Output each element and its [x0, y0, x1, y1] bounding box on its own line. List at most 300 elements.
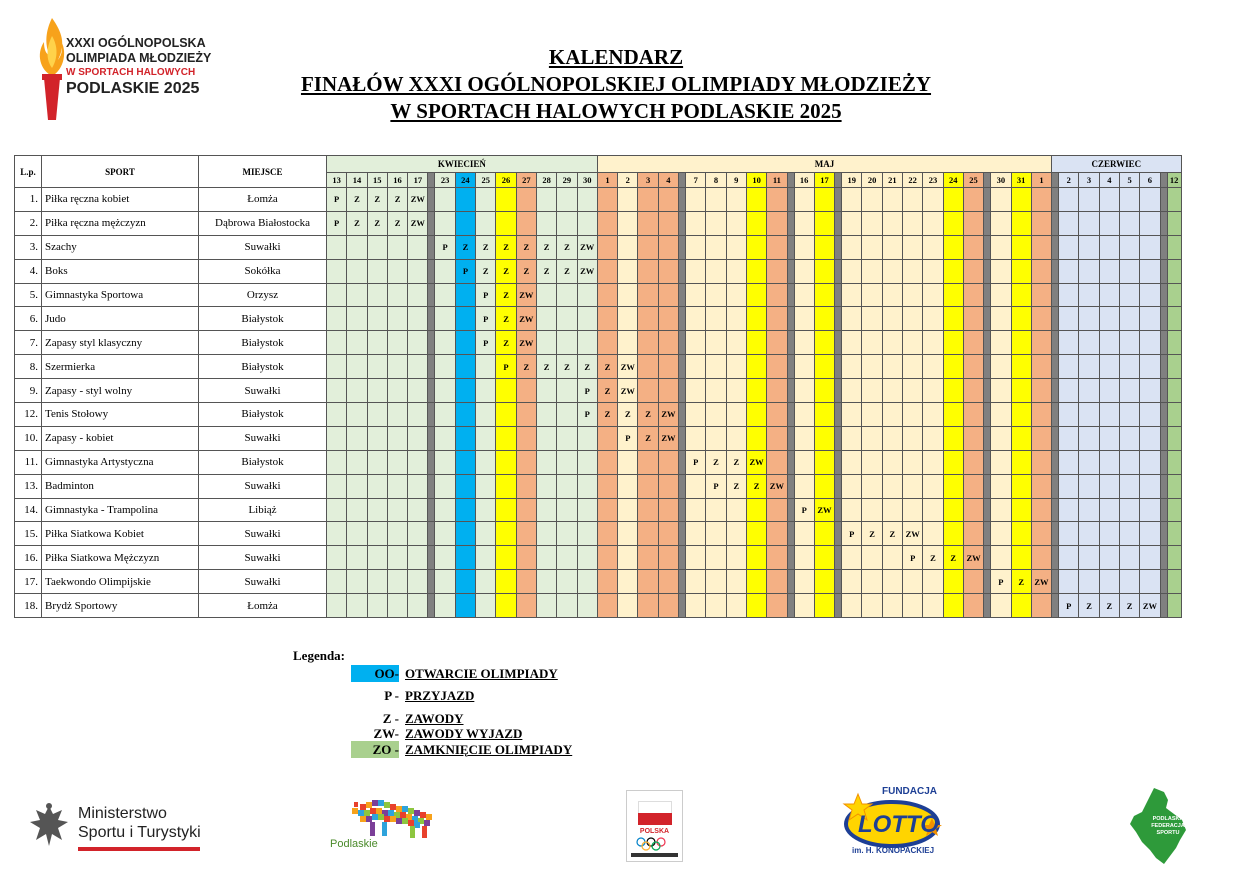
schedule-cell — [882, 283, 902, 307]
title-line-1: KALENDARZ — [548, 45, 684, 69]
schedule-cell — [882, 307, 902, 331]
schedule-cell: Z — [557, 355, 577, 379]
table-row — [15, 474, 1182, 498]
schedule-cell — [767, 307, 787, 331]
schedule-cell — [1167, 522, 1181, 546]
schedule-cell — [787, 355, 794, 379]
day-header: 11 — [767, 173, 787, 188]
schedule-cell — [963, 259, 983, 283]
venue-name: Łomża — [199, 188, 327, 212]
schedule-cell — [367, 283, 387, 307]
schedule-cell — [347, 546, 367, 570]
schedule-cell — [706, 331, 726, 355]
schedule-cell — [679, 474, 686, 498]
schedule-cell — [1059, 379, 1079, 403]
schedule-cell: Z — [347, 188, 367, 212]
schedule-cell — [1167, 235, 1181, 259]
schedule-cell — [1167, 450, 1181, 474]
schedule-cell — [794, 474, 814, 498]
schedule-cell — [1140, 498, 1160, 522]
schedule-cell — [991, 474, 1011, 498]
schedule-cell — [726, 307, 746, 331]
schedule-cell — [1079, 307, 1099, 331]
schedule-cell — [1031, 331, 1051, 355]
schedule-cell — [726, 211, 746, 235]
schedule-cell — [387, 522, 407, 546]
schedule-cell — [862, 546, 882, 570]
schedule-cell — [658, 522, 678, 546]
table-row — [15, 307, 1182, 331]
schedule-cell — [1099, 379, 1119, 403]
schedule-cell — [1167, 546, 1181, 570]
day-header: 29 — [557, 173, 577, 188]
schedule-cell — [794, 522, 814, 546]
schedule-cell — [435, 570, 455, 594]
schedule-cell — [835, 403, 842, 427]
schedule-cell — [1059, 259, 1079, 283]
title-line-2: FINAŁÓW XXXI OGÓLNOPOLSKIEJ OLIMPIADY MŁODZIEŻY — [300, 72, 932, 96]
schedule-cell — [1079, 283, 1099, 307]
schedule-cell — [1031, 450, 1051, 474]
title-line-3: W SPORTACH HALOWYCH PODLASKIE 2025 — [390, 99, 842, 123]
schedule-cell — [496, 188, 516, 212]
table-row — [15, 235, 1182, 259]
schedule-cell — [943, 259, 963, 283]
schedule-cell — [746, 283, 766, 307]
schedule-cell — [814, 283, 834, 307]
schedule-cell — [408, 355, 428, 379]
schedule-cell — [516, 570, 536, 594]
schedule-cell — [814, 426, 834, 450]
schedule-cell — [835, 188, 842, 212]
schedule-cell — [943, 450, 963, 474]
schedule-cell: Z — [597, 379, 617, 403]
schedule-cell — [787, 498, 794, 522]
schedule-cell — [963, 235, 983, 259]
schedule-cell — [435, 379, 455, 403]
day-header: 23 — [435, 173, 455, 188]
schedule-cell — [842, 331, 862, 355]
schedule-cell — [1052, 211, 1059, 235]
schedule-cell — [536, 307, 556, 331]
schedule-cell — [408, 283, 428, 307]
schedule-cell — [767, 522, 787, 546]
schedule-cell — [862, 331, 882, 355]
day-header — [835, 173, 842, 188]
schedule-cell — [1079, 188, 1099, 212]
schedule-cell: Z — [557, 259, 577, 283]
schedule-cell — [387, 450, 407, 474]
schedule-cell: P — [618, 426, 638, 450]
schedule-cell — [536, 570, 556, 594]
schedule-cell — [496, 403, 516, 427]
schedule-cell — [787, 546, 794, 570]
schedule-cell — [1052, 546, 1059, 570]
schedule-cell — [726, 188, 746, 212]
schedule-cell — [1160, 594, 1167, 618]
schedule-cell — [1099, 355, 1119, 379]
schedule-cell — [658, 235, 678, 259]
day-header — [984, 173, 991, 188]
schedule-cell — [835, 450, 842, 474]
schedule-cell — [794, 188, 814, 212]
schedule-cell: P — [686, 450, 706, 474]
schedule-cell: Z — [347, 211, 367, 235]
schedule-cell — [658, 211, 678, 235]
schedule-cell — [347, 235, 367, 259]
schedule-cell: Z — [726, 450, 746, 474]
schedule-cell — [963, 403, 983, 427]
schedule-cell — [882, 211, 902, 235]
schedule-cell — [638, 474, 658, 498]
schedule-cell — [679, 379, 686, 403]
schedule-cell — [726, 403, 746, 427]
schedule-cell — [618, 474, 638, 498]
schedule-cell — [1119, 379, 1139, 403]
schedule-cell — [794, 379, 814, 403]
schedule-cell — [726, 283, 746, 307]
schedule-cell — [597, 594, 617, 618]
schedule-cell — [408, 474, 428, 498]
calendar-table — [14, 155, 1182, 618]
schedule-cell — [726, 235, 746, 259]
schedule-cell: Z — [882, 522, 902, 546]
schedule-cell — [882, 474, 902, 498]
schedule-cell — [787, 570, 794, 594]
schedule-cell — [794, 211, 814, 235]
schedule-cell — [706, 283, 726, 307]
lotto-foundation-logo — [838, 784, 948, 860]
schedule-cell — [577, 283, 597, 307]
day-header: 27 — [516, 173, 536, 188]
row-number: 4. — [15, 259, 42, 283]
schedule-cell — [658, 546, 678, 570]
schedule-cell — [814, 594, 834, 618]
schedule-cell — [903, 450, 923, 474]
schedule-cell: Z — [536, 355, 556, 379]
schedule-cell — [1119, 307, 1139, 331]
schedule-cell — [1140, 307, 1160, 331]
schedule-cell — [577, 426, 597, 450]
bison-icon — [330, 798, 442, 842]
schedule-cell — [347, 498, 367, 522]
schedule-cell — [746, 594, 766, 618]
schedule-cell — [787, 426, 794, 450]
schedule-cell — [943, 211, 963, 235]
schedule-cell — [597, 570, 617, 594]
schedule-cell — [991, 331, 1011, 355]
schedule-cell — [686, 379, 706, 403]
schedule-cell — [1099, 474, 1119, 498]
schedule-cell — [408, 379, 428, 403]
schedule-cell — [991, 379, 1011, 403]
schedule-cell — [536, 522, 556, 546]
schedule-cell — [984, 498, 991, 522]
schedule-cell — [835, 594, 842, 618]
schedule-cell — [1059, 522, 1079, 546]
schedule-cell — [597, 331, 617, 355]
schedule-cell — [435, 594, 455, 618]
schedule-cell — [557, 379, 577, 403]
schedule-cell — [984, 546, 991, 570]
schedule-cell — [658, 570, 678, 594]
schedule-cell — [726, 546, 746, 570]
schedule-cell — [476, 403, 496, 427]
schedule-cell — [1099, 307, 1119, 331]
schedule-cell — [1079, 403, 1099, 427]
schedule-cell — [787, 403, 794, 427]
schedule-cell — [557, 450, 577, 474]
schedule-cell — [1119, 450, 1139, 474]
schedule-cell — [367, 594, 387, 618]
day-header: 24 — [455, 173, 475, 188]
sport-name: Brydż Sportowy — [42, 594, 199, 618]
schedule-cell: Z — [597, 403, 617, 427]
schedule-cell — [1059, 426, 1079, 450]
schedule-cell — [991, 546, 1011, 570]
schedule-cell — [408, 450, 428, 474]
schedule-cell — [767, 594, 787, 618]
schedule-cell — [794, 594, 814, 618]
schedule-cell — [862, 283, 882, 307]
schedule-cell — [842, 498, 862, 522]
schedule-cell — [746, 331, 766, 355]
schedule-cell — [1011, 259, 1031, 283]
venue-name: Suwałki — [199, 570, 327, 594]
schedule-cell — [1099, 546, 1119, 570]
schedule-cell — [835, 474, 842, 498]
schedule-cell — [679, 283, 686, 307]
table-row — [15, 426, 1182, 450]
schedule-cell — [1099, 426, 1119, 450]
schedule-cell: Z — [1119, 594, 1139, 618]
schedule-cell — [347, 570, 367, 594]
table-row — [15, 522, 1182, 546]
table-row — [15, 259, 1182, 283]
schedule-cell — [984, 355, 991, 379]
schedule-cell — [496, 546, 516, 570]
schedule-cell — [746, 546, 766, 570]
schedule-cell — [496, 450, 516, 474]
schedule-cell — [706, 546, 726, 570]
day-header: 25 — [963, 173, 983, 188]
schedule-cell — [842, 594, 862, 618]
sport-name: Szachy — [42, 235, 199, 259]
schedule-cell — [794, 403, 814, 427]
schedule-cell — [686, 259, 706, 283]
schedule-cell — [842, 283, 862, 307]
schedule-cell — [746, 522, 766, 546]
schedule-cell — [835, 570, 842, 594]
schedule-cell — [618, 546, 638, 570]
schedule-cell — [991, 188, 1011, 212]
schedule-cell — [387, 426, 407, 450]
schedule-cell — [435, 522, 455, 546]
schedule-cell — [428, 594, 435, 618]
schedule-cell — [787, 522, 794, 546]
schedule-cell — [476, 522, 496, 546]
schedule-cell: Z — [536, 235, 556, 259]
schedule-cell — [991, 450, 1011, 474]
schedule-cell — [1099, 450, 1119, 474]
schedule-cell — [1031, 594, 1051, 618]
day-header: 14 — [347, 173, 367, 188]
schedule-cell — [963, 211, 983, 235]
schedule-cell — [1059, 570, 1079, 594]
schedule-cell: ZW — [767, 474, 787, 498]
schedule-cell — [903, 426, 923, 450]
schedule-cell — [1160, 307, 1167, 331]
schedule-cell — [882, 403, 902, 427]
schedule-cell — [516, 594, 536, 618]
table-row — [15, 450, 1182, 474]
schedule-cell — [1011, 235, 1031, 259]
schedule-cell — [984, 188, 991, 212]
schedule-cell — [557, 594, 577, 618]
schedule-cell — [1140, 379, 1160, 403]
schedule-cell — [638, 283, 658, 307]
day-header — [1052, 173, 1059, 188]
schedule-cell — [597, 283, 617, 307]
schedule-cell — [618, 211, 638, 235]
schedule-cell — [1119, 283, 1139, 307]
schedule-cell — [726, 259, 746, 283]
schedule-cell — [557, 522, 577, 546]
schedule-cell — [943, 188, 963, 212]
pfs-line-3: SPORTU — [1156, 830, 1180, 836]
schedule-cell — [903, 498, 923, 522]
schedule-cell — [536, 498, 556, 522]
schedule-cell — [1011, 307, 1031, 331]
legend-label: ZAMKNIĘCIE OLIMPIADY — [405, 742, 573, 757]
schedule-cell — [387, 307, 407, 331]
schedule-cell — [1031, 211, 1051, 235]
schedule-cell — [1160, 235, 1167, 259]
schedule-cell — [597, 450, 617, 474]
schedule-cell — [597, 522, 617, 546]
schedule-cell — [408, 403, 428, 427]
schedule-cell — [387, 474, 407, 498]
schedule-cell — [1011, 355, 1031, 379]
schedule-cell — [1079, 235, 1099, 259]
schedule-cell — [455, 283, 475, 307]
schedule-cell — [835, 379, 842, 403]
day-header: 31 — [1011, 173, 1031, 188]
schedule-cell — [1160, 283, 1167, 307]
schedule-cell: ZW — [658, 403, 678, 427]
schedule-cell: P — [455, 259, 475, 283]
schedule-cell — [679, 594, 686, 618]
schedule-cell — [1119, 570, 1139, 594]
schedule-cell — [842, 259, 862, 283]
schedule-cell — [658, 283, 678, 307]
schedule-cell — [814, 522, 834, 546]
schedule-cell — [428, 570, 435, 594]
logo-line-4: PODLASKIE 2025 — [66, 80, 200, 97]
day-header: 8 — [706, 173, 726, 188]
row-number: 8. — [15, 355, 42, 379]
legend-label: ZAWODY WYJAZD — [405, 726, 523, 741]
schedule-cell — [1099, 259, 1119, 283]
schedule-cell — [455, 379, 475, 403]
day-header — [679, 173, 686, 188]
schedule-cell — [923, 211, 943, 235]
legend-key: OO- — [351, 665, 399, 682]
day-header: 30 — [991, 173, 1011, 188]
table-row — [15, 283, 1182, 307]
schedule-cell — [516, 546, 536, 570]
schedule-cell — [1099, 331, 1119, 355]
schedule-cell — [1160, 546, 1167, 570]
schedule-cell — [435, 259, 455, 283]
schedule-cell: ZW — [408, 188, 428, 212]
schedule-cell — [862, 594, 882, 618]
schedule-cell — [1031, 379, 1051, 403]
day-header: 15 — [367, 173, 387, 188]
schedule-cell — [428, 403, 435, 427]
schedule-cell: Z — [706, 450, 726, 474]
schedule-cell — [1079, 426, 1099, 450]
schedule-cell — [1140, 235, 1160, 259]
schedule-cell — [679, 570, 686, 594]
sport-name: Szermierka — [42, 355, 199, 379]
schedule-cell — [1059, 403, 1079, 427]
schedule-cell — [679, 426, 686, 450]
schedule-cell — [1167, 307, 1181, 331]
schedule-cell — [842, 235, 862, 259]
schedule-cell — [1079, 474, 1099, 498]
schedule-cell — [903, 307, 923, 331]
schedule-cell — [536, 331, 556, 355]
sport-name: Tenis Stołowy — [42, 403, 199, 427]
schedule-cell: Z — [597, 355, 617, 379]
venue-name: Sokółka — [199, 259, 327, 283]
day-header: 24 — [943, 173, 963, 188]
schedule-cell — [923, 570, 943, 594]
schedule-cell: ZW — [903, 522, 923, 546]
schedule-cell: Z — [496, 307, 516, 331]
sport-name: Piłka Siatkowa Mężczyzn — [42, 546, 199, 570]
schedule-cell — [862, 379, 882, 403]
schedule-cell — [1167, 331, 1181, 355]
schedule-cell — [1167, 283, 1181, 307]
schedule-cell — [597, 235, 617, 259]
schedule-cell — [679, 498, 686, 522]
schedule-cell — [638, 235, 658, 259]
schedule-cell — [387, 331, 407, 355]
schedule-cell — [1011, 426, 1031, 450]
schedule-cell — [1167, 355, 1181, 379]
pfs-line-2: FEDERACJA — [1151, 823, 1185, 829]
schedule-cell — [577, 522, 597, 546]
schedule-cell — [1059, 211, 1079, 235]
schedule-cell — [794, 259, 814, 283]
lotto-sub-label: im. H. KONOPACKIEJ — [852, 846, 935, 855]
schedule-cell: Z — [943, 546, 963, 570]
schedule-cell — [679, 331, 686, 355]
schedule-cell — [597, 426, 617, 450]
schedule-cell — [435, 450, 455, 474]
venue-name: Białystok — [199, 331, 327, 355]
schedule-cell — [923, 283, 943, 307]
podlaskie-logo — [330, 798, 442, 854]
schedule-cell — [476, 450, 496, 474]
schedule-cell — [835, 235, 842, 259]
schedule-cell — [787, 594, 794, 618]
schedule-cell — [923, 498, 943, 522]
schedule-cell — [706, 498, 726, 522]
schedule-cell — [1031, 498, 1051, 522]
